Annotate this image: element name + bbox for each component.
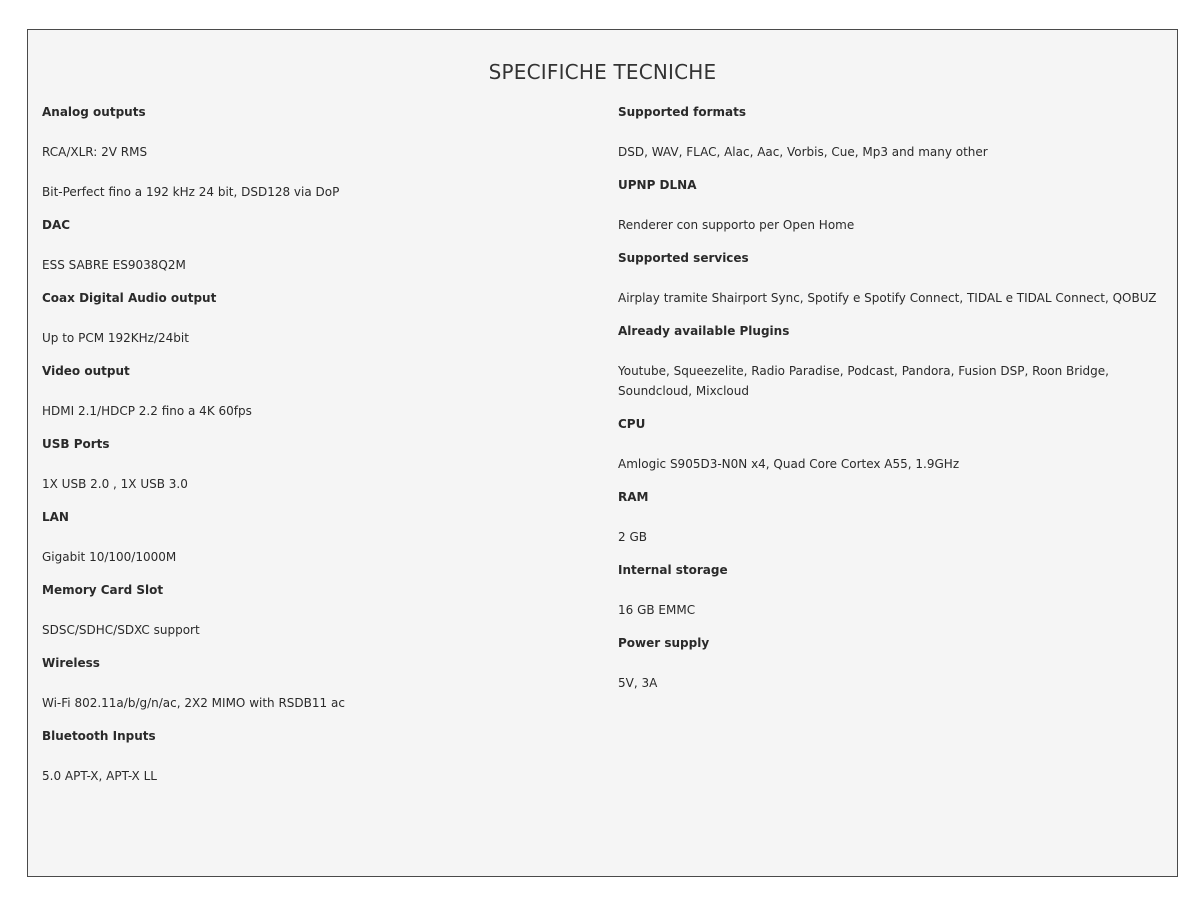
spec-value: 5V, 3A	[618, 676, 658, 690]
spec-value: DSD, WAV, FLAC, Alac, Aac, Vorbis, Cue, Mp3 and many other	[618, 145, 988, 159]
spec-label: Memory Card Slot	[42, 583, 164, 597]
spec-value: Renderer con supporto per Open Home	[618, 218, 855, 232]
spec-value: Bit-Perfect fino a 192 kHz 24 bit, DSD128 via DoP	[42, 185, 340, 199]
spec-label: Internal storage	[618, 563, 728, 577]
spec-column-left	[42, 90, 602, 786]
spec-value: Up to PCM 192KHz/24bit	[42, 331, 189, 345]
spec-group	[618, 248, 1166, 308]
spec-value: 1X USB 2.0 , 1X USB 3.0	[42, 477, 188, 491]
spec-label: LAN	[42, 510, 69, 524]
spec-label: Supported formats	[618, 105, 747, 119]
spec-label: CPU	[618, 417, 646, 431]
spec-group	[42, 288, 602, 348]
spec-group	[42, 434, 602, 494]
spec-value: Gigabit 10/100/1000M	[42, 550, 177, 564]
spec-group	[42, 653, 602, 713]
spec-group	[42, 507, 602, 567]
spec-value: 16 GB EMMC	[618, 603, 696, 617]
spec-label: USB Ports	[42, 437, 110, 451]
spec-value: 2 GB	[618, 530, 647, 544]
spec-value: Airplay tramite Shairport Sync, Spotify e Spotify Connect, TIDAL e TIDAL Connect, QOBUZ	[618, 291, 1157, 305]
spec-group	[42, 361, 602, 421]
spec-label: Already available Plugins	[618, 324, 790, 338]
spec-group	[42, 580, 602, 640]
spec-value: ESS SABRE ES9038Q2M	[42, 258, 186, 272]
spec-label: Video output	[42, 364, 130, 378]
spec-group	[618, 633, 1166, 693]
spec-value: RCA/XLR: 2V RMS	[42, 145, 148, 159]
spec-value: Amlogic S905D3-N0N x4, Quad Core Cortex A55, 1.9GHz	[618, 457, 960, 471]
spec-label: Bluetooth Inputs	[42, 729, 156, 743]
spec-label: Analog outputs	[42, 105, 146, 119]
spec-label: RAM	[618, 490, 649, 504]
spec-label: Wireless	[42, 656, 100, 670]
spec-value: SDSC/SDHC/SDXC support	[42, 623, 200, 637]
spec-group	[618, 175, 1166, 235]
spec-group	[618, 102, 1166, 162]
spec-label: Power supply	[618, 636, 710, 650]
spec-group	[42, 726, 602, 786]
page-title: SPECIFICHE TECNICHE	[488, 60, 717, 84]
spec-label: UPNP DLNA	[618, 178, 697, 192]
spec-label: Supported services	[618, 251, 749, 265]
spec-value: HDMI 2.1/HDCP 2.2 fino a 4K 60fps	[42, 404, 252, 418]
spec-group	[42, 215, 602, 275]
spec-group	[618, 560, 1166, 620]
spec-value: Youtube, Squeezelite, Radio Paradise, Podcast, Pandora, Fusion DSP, Roon Bridge, Soundcloud, Mixcloud	[618, 364, 1109, 398]
spec-group	[618, 414, 1166, 474]
spec-value: 5.0 APT-X, APT-X LL	[42, 769, 157, 783]
spec-label: Coax Digital Audio output	[42, 291, 217, 305]
spec-column-right	[618, 90, 1166, 693]
spec-group	[618, 487, 1166, 547]
spec-value: Wi-Fi 802.11a/b/g/n/ac, 2X2 MIMO with RSDB11 ac	[42, 696, 345, 710]
spec-label: DAC	[42, 218, 71, 232]
spec-group	[618, 321, 1166, 401]
spec-panel	[27, 29, 1178, 877]
spec-group	[42, 102, 602, 202]
